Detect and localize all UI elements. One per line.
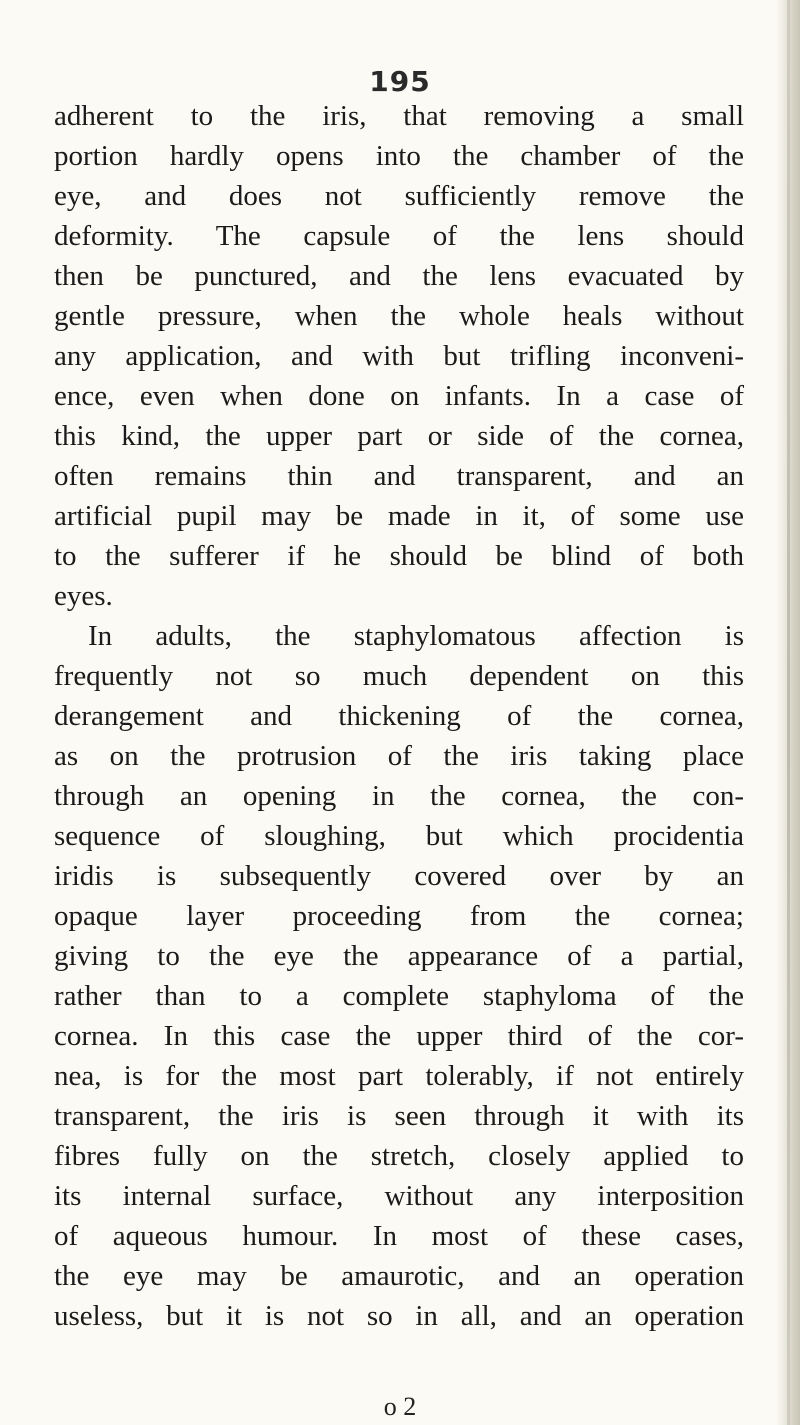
text-line: eye, and does not sufficiently remove the bbox=[54, 180, 744, 212]
text-line: this kind, the upper part or side of the cornea, bbox=[54, 420, 744, 452]
text-line: artificial pupil may be made in it, of some use bbox=[54, 500, 744, 532]
text-line: deformity. The capsule of the lens should bbox=[54, 220, 744, 252]
text-line: gentle pressure, when the whole heals without bbox=[54, 300, 744, 332]
text-line: useless, but it is not so in all, and an operation bbox=[54, 1300, 744, 1332]
text-line: rather than to a complete staphyloma of the bbox=[54, 980, 744, 1012]
text-line: sequence of sloughing, but which procidentia bbox=[54, 820, 744, 852]
text-line: through an opening in the cornea, the con- bbox=[54, 780, 744, 812]
text-line: any application, and with but trifling inconveni- bbox=[54, 340, 744, 372]
text-line: ence, even when done on infants. In a case of bbox=[54, 380, 744, 412]
text-line: iridis is subsequently covered over by an bbox=[54, 860, 744, 892]
signature-mark: o 2 bbox=[383, 1392, 417, 1421]
text-line: its internal surface, without any interposition bbox=[54, 1180, 744, 1212]
text-line: fibres fully on the stretch, closely applied to bbox=[54, 1140, 744, 1172]
page-edge-line bbox=[787, 0, 790, 1425]
text-line: portion hardly opens into the chamber of the bbox=[54, 140, 744, 172]
text-line: frequently not so much dependent on this bbox=[54, 660, 744, 692]
text-line: derangement and thickening of the cornea, bbox=[54, 700, 744, 732]
text-line: cornea. In this case the upper third of the cor- bbox=[54, 1020, 744, 1052]
text-line: adherent to the iris, that removing a small bbox=[54, 100, 744, 132]
text-line: nea, is for the most part tolerably, if not entirely bbox=[54, 1060, 744, 1092]
text-line: transparent, the iris is seen through it with its bbox=[54, 1100, 744, 1132]
text-line: as on the protrusion of the iris taking place bbox=[54, 740, 744, 772]
text-line: often remains thin and transparent, and an bbox=[54, 460, 744, 492]
body-text bbox=[54, 96, 744, 1336]
text-line: giving to the eye the appearance of a partial, bbox=[54, 940, 744, 972]
text-line: In adults, the staphylomatous affection is bbox=[88, 620, 744, 652]
text-line: the eye may be amaurotic, and an operation bbox=[54, 1260, 744, 1292]
page-number: 195 bbox=[369, 65, 431, 98]
paragraph-1 bbox=[54, 96, 744, 616]
text-line: opaque layer proceeding from the cornea; bbox=[54, 900, 744, 932]
text-line: to the sufferer if he should be blind of both bbox=[54, 540, 744, 572]
paragraph-2 bbox=[54, 616, 744, 1336]
text-line: eyes. bbox=[54, 580, 113, 612]
text-line: then be punctured, and the lens evacuated by bbox=[54, 260, 744, 292]
text-line: of aqueous humour. In most of these cases, bbox=[54, 1220, 744, 1252]
